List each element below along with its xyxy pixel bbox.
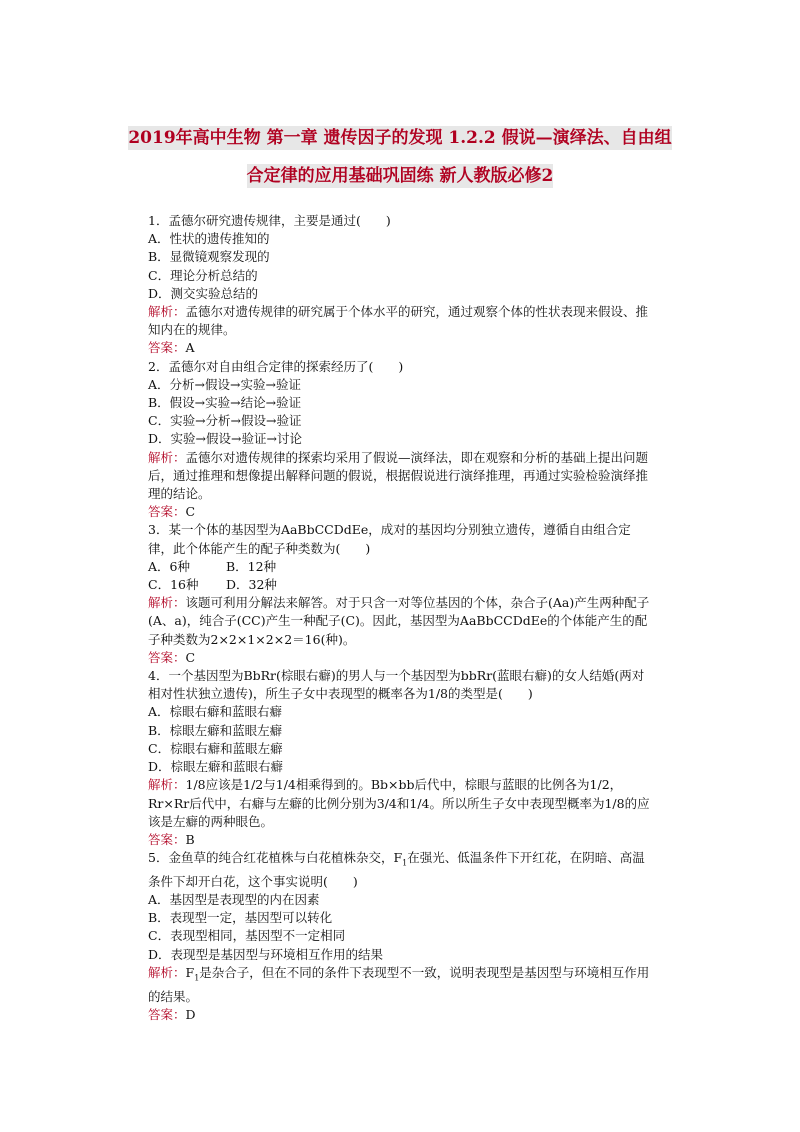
question-3-option-c: C．16种 bbox=[148, 577, 199, 593]
answer-label: 答案： bbox=[148, 504, 186, 520]
question-4-answer-value: B bbox=[185, 831, 195, 847]
question-2-option-c: C．实验→分析→假设→验证 bbox=[148, 413, 302, 429]
question-5-option-c: C．表现型相同，基因型不一定相同 bbox=[148, 928, 346, 944]
question-2-answer bbox=[148, 503, 653, 521]
question-1-option-a: A．性状的遗传推知的 bbox=[148, 231, 270, 247]
question-5-explanation-part-2: 是杂合子，但在不同的条件下表现型不一致，说明表现型是基因型与环境相互作用的结果。 bbox=[148, 964, 650, 1004]
explanation-label: 解析： bbox=[148, 964, 186, 980]
explanation-label: 解析： bbox=[148, 777, 186, 793]
question-1-explanation-text: 孟德尔对遗传规律的研究属于个体水平的研究，通过观察个体的性状表现来假设、推知内在的规律。 bbox=[148, 304, 649, 338]
question-2-answer-value: C bbox=[185, 504, 196, 520]
question-5-answer-value: D bbox=[185, 1006, 196, 1022]
question-2-option-b: B．假设→实验→结论→验证 bbox=[148, 395, 302, 411]
question-1-stem: 1．孟德尔研究遗传规律，主要是通过( ) bbox=[148, 213, 391, 228]
question-5-option-a: A．基因型是表现型的内在因素 bbox=[148, 892, 320, 908]
question-3-option-a: A．6种 bbox=[148, 558, 190, 574]
question-5-stem-part-2: 在强光、低温条件下开红花，在阴暗、高温条件下却开白花，这个事实说明( ) bbox=[148, 850, 645, 889]
question-2-option-d: D．实验→假设→验证→讨论 bbox=[148, 431, 302, 447]
question-1-answer-value: A bbox=[185, 340, 195, 356]
question-5-stem bbox=[148, 849, 653, 891]
question-3-option-d: D．32种 bbox=[226, 577, 277, 593]
answer-label: 答案： bbox=[148, 649, 186, 665]
question-4-option-b: B．棕眼左癖和蓝眼左癖 bbox=[148, 722, 283, 738]
answer-label: 答案： bbox=[148, 1006, 186, 1022]
question-5-stem-subscript: 1 bbox=[402, 858, 408, 868]
question-5-answer bbox=[148, 1006, 653, 1024]
question-5-stem-part-1: 5．金鱼草的纯合红花植株与白花植株杂交，F bbox=[148, 850, 403, 866]
answer-label: 答案： bbox=[148, 340, 186, 356]
question-3-explanation-text: 该题可利用分解法来解答。对于只含一对等位基因的个体，杂合子(Aa)产生两种配子(A、a)，纯合子(CC)产生一种配子(C)。因此，基因型为AaBbCCDdEe的个体能产生的配子种类数为2×2×1×2×2＝16(种)。 bbox=[148, 595, 650, 647]
question-2-option-a: A．分析→假设→实验→验证 bbox=[148, 376, 301, 392]
explanation-label: 解析： bbox=[148, 304, 186, 320]
question-4-answer bbox=[148, 831, 653, 849]
title-line-2: 合定律的应用基础巩固练 新人教版必修2 bbox=[246, 166, 554, 186]
question-3-explanation bbox=[148, 594, 653, 649]
document-title bbox=[100, 119, 700, 195]
question-1-explanation bbox=[148, 303, 653, 339]
question-3-options-row-1 bbox=[148, 558, 653, 576]
answer-label: 答案： bbox=[148, 831, 186, 847]
question-1-option-d: D．测交实验总结的 bbox=[148, 285, 259, 301]
question-3-stem: 3．某一个体的基因型为AaBbCCDdEe，成对的基因均分别独立遗传，遵循自由组合定律，此个体能产生的配子种类数为( ) bbox=[148, 522, 631, 556]
question-3-options-row-2 bbox=[148, 576, 653, 594]
question-5-explanation-subscript: 1 bbox=[194, 973, 200, 983]
title-line-1: 2019年高中生物 第一章 遗传因子的发现 1.2.2 假说—演绎法、自由组 bbox=[128, 128, 672, 148]
question-5-option-d: D．表现型是基因型与环境相互作用的结果 bbox=[148, 946, 384, 962]
question-4-option-d: D．棕眼左癖和蓝眼右癖 bbox=[148, 759, 284, 775]
question-4-explanation-text: 1/8应该是1/2与1/4相乘得到的。Bb×bb后代中，棕眼与蓝眼的比例各为1/2，Rr×Rr后代中，右癖与左癖的比例分别为3/4和1/4。所以所生子女中表现型概率为1/8的应该是左癖的两种眼色。 bbox=[148, 777, 650, 829]
question-4-explanation bbox=[148, 776, 653, 831]
question-1-answer bbox=[148, 339, 653, 357]
question-2-explanation-text: 孟德尔对遗传规律的探索均采用了假说—演绎法，即在观察和分析的基础上提出问题后，通过推理和想像提出解释问题的假说，根据假说进行演绎推理，再通过实验检验演绎推理的结论。 bbox=[148, 449, 649, 502]
explanation-label: 解析： bbox=[148, 595, 186, 611]
question-2-explanation bbox=[148, 449, 653, 504]
question-4-option-c: C．棕眼右癖和蓝眼左癖 bbox=[148, 740, 283, 756]
question-5-option-b: B．表现型一定，基因型可以转化 bbox=[148, 910, 333, 926]
question-4-stem: 4．一个基因型为BbRr(棕眼右癖)的男人与一个基因型为bbRr(蓝眼右癖)的女人结婚(两对相对性状独立遗传)，所生子女中表现型的概率各为1/8的类型是( ) bbox=[148, 668, 645, 702]
explanation-label: 解析： bbox=[148, 449, 186, 465]
question-5-explanation bbox=[148, 964, 653, 1006]
question-5-explanation-part-1: F bbox=[185, 964, 195, 980]
question-1-option-c: C．理论分析总结的 bbox=[148, 267, 258, 283]
question-3-answer-value: C bbox=[185, 649, 196, 665]
question-4-option-a: A．棕眼右癖和蓝眼右癖 bbox=[148, 704, 283, 720]
question-2-stem: 2．孟德尔对自由组合定律的探索经历了( ) bbox=[148, 358, 404, 374]
question-3-answer bbox=[148, 649, 653, 667]
question-1-option-b: B．显微镜观察发现的 bbox=[148, 249, 270, 265]
question-3-option-b: B．12种 bbox=[226, 558, 277, 574]
question-list bbox=[148, 212, 653, 1024]
